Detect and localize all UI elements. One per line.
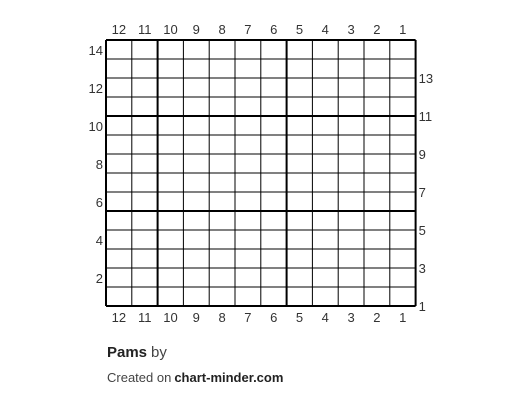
chart-cell [390,211,416,230]
chart-cell [261,59,287,78]
chart-cell [390,78,416,97]
chart-cell [183,230,209,249]
chart-cell [364,249,390,268]
chart-cell [364,97,390,116]
chart-cell [235,78,261,97]
chart-cell [132,116,158,135]
chart-cell [183,78,209,97]
column-label-bottom: 9 [192,310,200,325]
chart-cell [183,268,209,287]
chart-cell [235,40,261,59]
row-label-left: 2 [95,271,103,286]
row-label-right: 13 [418,71,434,86]
chart-cell [312,116,338,135]
chart-cell [235,230,261,249]
row-label-right: 9 [418,147,426,162]
chart-cell [183,135,209,154]
column-labels-top [112,22,407,37]
chart-cell [209,78,235,97]
chart-cell [235,154,261,173]
chart-cell [106,173,132,192]
chart-cell [390,97,416,116]
chart-cell [312,173,338,192]
column-label-top: 2 [373,22,381,37]
row-label-left: 12 [88,81,103,96]
chart-cell [158,97,184,116]
column-label-bottom: 7 [244,310,252,325]
chart-cell [364,287,390,306]
chart-cell [209,135,235,154]
column-label-top: 12 [111,22,127,37]
chart-cell [312,135,338,154]
chart-cell [183,211,209,230]
site-link[interactable]: chart-minder.com [174,370,284,385]
chart-cell [132,249,158,268]
chart-cell [312,78,338,97]
column-label-bottom: 2 [373,310,381,325]
chart-cell [338,116,364,135]
chart-cell [390,59,416,78]
chart-cell [132,192,158,211]
chart-cell [390,192,416,211]
chart-cell [261,287,287,306]
chart-cell [261,268,287,287]
column-label-bottom: 8 [218,310,226,325]
by-label: by [151,344,167,361]
column-label-top: 4 [321,22,329,37]
chart-cell [106,211,132,230]
row-label-left: 8 [95,157,103,172]
chart-cell [338,287,364,306]
chart-cell [312,268,338,287]
chart-cell [132,287,158,306]
chart-cell [158,154,184,173]
pattern-title [107,343,507,363]
chart-cell [261,116,287,135]
chart-cell [287,211,313,230]
column-label-top: 9 [192,22,200,37]
created-on-credit [107,369,507,387]
row-label-right: 5 [418,223,426,238]
chart-cell [106,230,132,249]
chart-cell [106,287,132,306]
chart-cell [209,173,235,192]
pattern-name: Pams [107,344,148,361]
chart-cell [390,154,416,173]
chart-cell [338,268,364,287]
chart-cell [209,40,235,59]
chart-cell [209,97,235,116]
chart-cell [287,78,313,97]
chart-cell [261,230,287,249]
chart-cell [287,40,313,59]
chart-cell [183,173,209,192]
row-label-left: 4 [95,233,103,248]
chart-cell [390,230,416,249]
chart-cell [287,173,313,192]
chart-cell [158,78,184,97]
chart-cell [364,230,390,249]
chart-cell [390,268,416,287]
chart-cell [312,97,338,116]
chart-cell [364,154,390,173]
chart-cell [132,268,158,287]
chart-cell [158,287,184,306]
row-label-right: 3 [418,261,426,276]
chart-cell [209,249,235,268]
chart-cell [287,116,313,135]
chart-cell [312,249,338,268]
chart-cell [364,173,390,192]
chart-cell [235,211,261,230]
chart-cell [183,154,209,173]
chart-cell [364,135,390,154]
column-label-top: 10 [163,22,178,37]
column-label-bottom: 11 [137,310,152,325]
chart-cell [338,192,364,211]
row-label-right: 11 [418,109,433,124]
chart-cell [132,97,158,116]
chart-cell [132,59,158,78]
row-label-left: 14 [88,43,103,58]
chart-cell [183,40,209,59]
chart-cell [338,97,364,116]
chart-cell [158,249,184,268]
chart-cell [287,59,313,78]
chart-cell [132,135,158,154]
chart-cell [183,59,209,78]
chart-cell [287,249,313,268]
chart-cell [390,116,416,135]
chart-cell [106,268,132,287]
chart-cell [261,173,287,192]
chart-cell [312,192,338,211]
chart-cell [183,287,209,306]
chart-cell [158,173,184,192]
chart-cell [183,249,209,268]
chart-cell [312,40,338,59]
column-label-top: 3 [347,22,355,37]
chart-cell [158,192,184,211]
chart-cell [209,154,235,173]
column-label-bottom: 10 [163,310,178,325]
column-label-top: 6 [270,22,278,37]
chart-cell [106,135,132,154]
chart-cell [235,287,261,306]
chart-cell [132,211,158,230]
chart-cell [338,211,364,230]
chart-cell [183,116,209,135]
chart-cell [209,192,235,211]
column-label-bottom: 4 [321,310,329,325]
chart-cell [158,135,184,154]
chart-cell [364,211,390,230]
chart-cell [183,97,209,116]
chart-cell [261,154,287,173]
row-labels-right [419,71,433,314]
row-label-left: 10 [88,119,103,134]
row-label-left: 6 [95,195,103,210]
chart-cell [106,59,132,78]
chart-cell [364,192,390,211]
chart-cell [261,211,287,230]
chart-cell [106,154,132,173]
chart-cell [312,230,338,249]
column-label-bottom: 6 [270,310,278,325]
chart-cell [312,59,338,78]
created-prefix: Created on [107,370,172,385]
chart-cell [338,154,364,173]
chart-cell [106,97,132,116]
chart-cell [261,249,287,268]
chart-cell [235,192,261,211]
column-label-top: 1 [399,22,407,37]
chart-cell [287,135,313,154]
column-label-bottom: 12 [111,310,127,325]
chart-cell [209,59,235,78]
chart-cell [235,135,261,154]
chart-cell [158,230,184,249]
chart-cell [209,230,235,249]
chart-cell [364,116,390,135]
chart-cell [338,40,364,59]
chart-cell [106,192,132,211]
chart-cell [209,287,235,306]
chart-cell [287,268,313,287]
column-label-bottom: 3 [347,310,355,325]
chart-cell [287,97,313,116]
chart-cell [209,211,235,230]
chart-cell [364,59,390,78]
chart-cell [106,78,132,97]
row-label-right: 7 [418,185,426,200]
chart-cell [132,78,158,97]
chart-cell [235,268,261,287]
column-labels-bottom [112,310,407,325]
chart-cell [338,249,364,268]
chart-cell [235,173,261,192]
chart-cell [338,173,364,192]
column-label-top: 8 [218,22,226,37]
chart-cell [287,230,313,249]
chart-cell [364,40,390,59]
chart-cell [132,40,158,59]
chart-cell [287,192,313,211]
chart-cell [261,97,287,116]
chart-cell [235,59,261,78]
chart-cell [390,249,416,268]
chart-cell [106,40,132,59]
chart-cell [106,116,132,135]
chart-footer [107,343,507,387]
chart-cell [390,173,416,192]
chart-cell [132,230,158,249]
column-label-top: 7 [244,22,252,37]
chart-cell [338,59,364,78]
chart-cell [261,78,287,97]
chart-cell [312,211,338,230]
chart-cell [390,40,416,59]
chart-cell [390,135,416,154]
chart-cell [338,78,364,97]
chart-cell [287,154,313,173]
chart-cell [132,154,158,173]
chart-cell [235,116,261,135]
chart-cell [312,154,338,173]
chart-cell [338,135,364,154]
chart-cell [158,211,184,230]
chart-cell [158,40,184,59]
chart-cell [235,97,261,116]
column-label-top: 5 [295,22,304,37]
chart-cell [158,116,184,135]
chart-cell [261,192,287,211]
chart-cell [106,249,132,268]
column-label-top: 11 [137,22,152,37]
chart-cell [261,135,287,154]
chart-cell [209,116,235,135]
chart-cell [364,78,390,97]
chart-cell [209,268,235,287]
chart-cell [183,192,209,211]
chart-cell [312,287,338,306]
chart-cell [338,230,364,249]
chart-cell [287,287,313,306]
chart-cell [235,249,261,268]
chart-cell [158,268,184,287]
chart-cell [158,59,184,78]
chart-cell [364,268,390,287]
chart-cell [132,173,158,192]
row-label-right: 1 [418,299,426,314]
row-labels-left [89,43,103,286]
chart-cell [261,40,287,59]
column-label-bottom: 5 [295,310,304,325]
column-label-bottom: 1 [399,310,407,325]
chart-cell [390,287,416,306]
